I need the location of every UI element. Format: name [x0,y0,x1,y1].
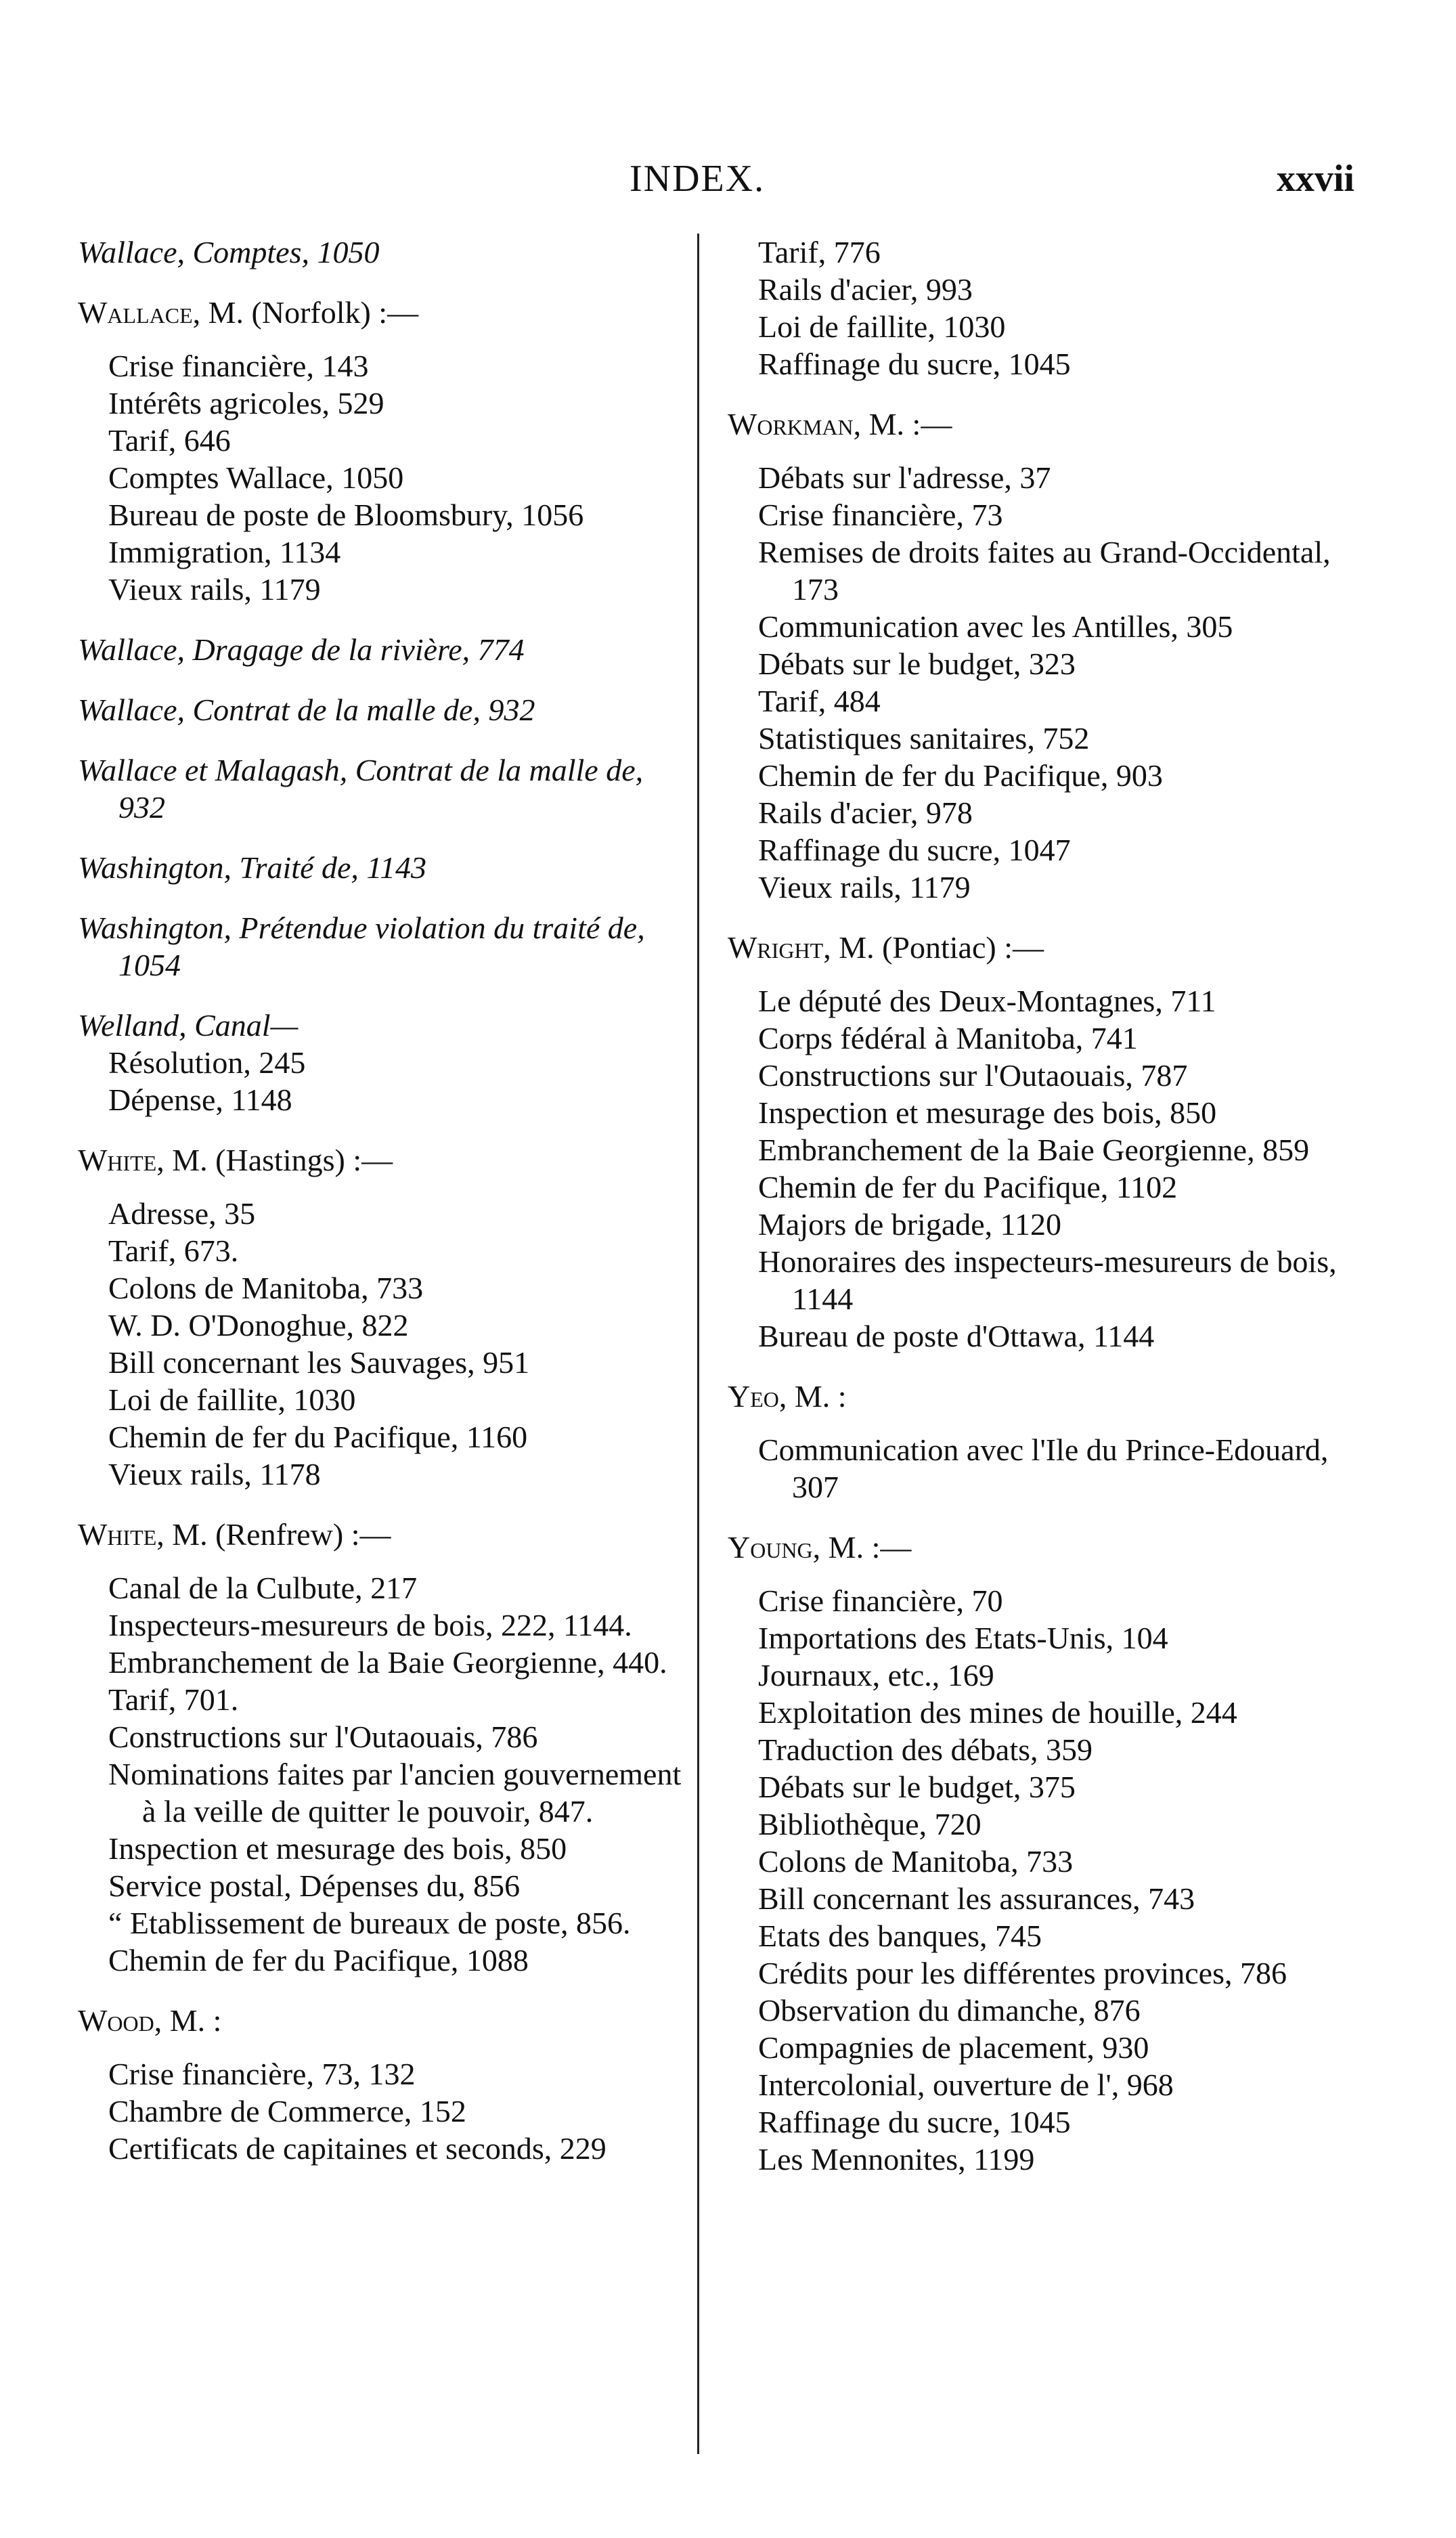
index-entry: Rails d'acier, 978 [758,795,973,830]
index-entry: Nominations faites par l'ancien gouvernement à la veille de quitter le pouvoir, 847. [108,1757,682,1829]
member-riding: , M. (Hastings) :— [156,1143,393,1177]
index-entry: Observation du dimanche, 876 [758,1993,1141,2028]
member-riding: , M. : [154,2003,222,2038]
index-block [721,1529,1344,2178]
index-block [721,406,1344,906]
index-entry: Inspecteurs-mesureurs de bois, 222, 1144. [108,1608,632,1642]
member-name: Wallace [78,295,193,330]
index-entry: Débats sur le budget, 323 [758,647,1076,681]
index-entry: Vieux rails, 1179 [758,870,971,904]
member-name: Wood [78,2003,154,2038]
index-entry: Vieux rails, 1179 [108,572,321,607]
index-entry: Tarif, 701. [108,1682,239,1717]
index-entry: Colons de Manitoba, 733 [758,1844,1074,1879]
member-name: Workman [728,407,854,441]
index-entry: Comptes Wallace, 1050 [108,460,404,495]
member-riding: , M. (Norfolk) :— [192,295,419,330]
index-entry: Bill concernant les Sauvages, 951 [108,1345,530,1380]
index-entry: Immigration, 1134 [108,535,341,569]
index-heading: Washington, Prétendue violation du traité de, 1054 [78,911,645,982]
index-entry: Constructions sur l'Outaouais, 786 [108,1720,538,1754]
index-block [71,1141,687,1493]
index-heading: Welland, Canal— [78,1008,299,1043]
index-entry: Débats sur l'adresse, 37 [758,460,1051,495]
member-riding: , M. :— [853,407,952,441]
index-block [71,2002,687,2167]
index-entry: Chemin de fer du Pacifique, 1102 [758,1170,1178,1204]
index-entry: Vieux rails, 1178 [108,1457,321,1491]
member-heading [721,1529,1344,1566]
spacer [71,331,687,347]
member-name: Young [728,1530,813,1565]
index-block [71,751,687,826]
left-column [71,234,687,2190]
index-entry: Colons de Manitoba, 733 [108,1271,424,1305]
index-block [721,234,1344,382]
index-entry: Bureau de poste de Bloomsbury, 1056 [108,498,584,532]
index-block [71,849,687,886]
index-heading: Wallace et Malagash, Contrat de la malle de, 932 [78,753,644,825]
index-entry: Intérêts agricoles, 529 [108,386,384,420]
index-entry: Remises de droits faites au Grand-Occidental, 173 [758,535,1331,607]
page-number: xxvii [1276,158,1354,200]
member-heading [71,294,687,331]
right-column [721,234,1344,2201]
index-entry: Communication avec les Antilles, 305 [758,609,1233,644]
index-entry: Majors de brigade, 1120 [758,1207,1061,1242]
index-block [71,1516,687,1979]
index-block [71,1007,687,1118]
index-entry: Crise financière, 73, 132 [108,2057,416,2091]
spacer [721,1415,1344,1431]
index-entry: Service postal, Dépenses du, 856 [108,1868,521,1903]
index-entry: Le député des Deux-Montagnes, 711 [758,984,1216,1018]
index-entry: Inspection et mesurage des bois, 850 [108,1831,567,1866]
member-name: White [78,1517,157,1552]
index-entry: Dépense, 1148 [108,1082,292,1117]
index-entry: Chambre de Commerce, 152 [108,2094,466,2128]
index-entry: Les Mennonites, 1199 [758,2142,1035,2176]
spacer [71,2039,687,2055]
index-entry: Constructions sur l'Outaouais, 787 [758,1058,1188,1093]
member-heading [721,1378,1344,1415]
index-entry: Intercolonial, ouverture de l', 968 [758,2067,1174,2102]
index-entry: Chemin de fer du Pacifique, 903 [758,758,1163,793]
member-riding: , M. (Renfrew) :— [156,1517,391,1552]
index-entry: Statistiques sanitaires, 752 [758,721,1090,756]
index-entry: Traduction des débats, 359 [758,1732,1093,1767]
index-entry: Raffinage du sucre, 1045 [758,2105,1071,2139]
index-entry: Crédits pour les différentes provinces, 786 [758,1956,1287,1990]
index-block [721,1378,1344,1506]
spacer [71,1179,687,1195]
index-block [71,909,687,984]
member-name: Wright [728,930,824,965]
index-entry: Raffinage du sucre, 1045 [758,347,1071,381]
index-block [721,929,1344,1355]
index-entry: Rails d'acier, 993 [758,272,973,307]
index-entry: Adresse, 35 [108,1196,256,1231]
index-entry: Tarif, 646 [108,423,231,458]
index-entry: Crise financière, 70 [758,1583,1003,1618]
index-entry: Raffinage du sucre, 1047 [758,833,1071,867]
spacer [721,966,1344,982]
index-entry: Exploitation des mines de houille, 244 [758,1695,1237,1730]
index-entry: Embranchement de la Baie Georgienne, 859 [758,1133,1310,1167]
index-entry: Crise financière, 73 [758,498,1003,532]
index-entry: Importations des Etats-Unis, 104 [758,1621,1168,1655]
index-heading: Wallace, Dragage de la rivière, 774 [78,632,525,667]
index-entry: Tarif, 776 [758,235,881,269]
index-block [71,234,687,271]
page-title: INDEX. [630,158,766,200]
index-entry: Communication avec l'Ile du Prince-Edouard, 307 [758,1432,1329,1504]
member-riding: , M. (Pontiac) :— [823,930,1044,965]
index-entry: Chemin de fer du Pacifique, 1088 [108,1943,529,1977]
member-heading [721,929,1344,966]
spacer [721,443,1344,459]
index-entry: Bill concernant les assurances, 743 [758,1881,1195,1916]
member-heading [71,1141,687,1179]
member-heading [721,406,1344,443]
index-entry: Bibliothèque, 720 [758,1807,981,1841]
member-heading [71,1516,687,1553]
index-entry: Chemin de fer du Pacifique, 1160 [108,1420,528,1454]
index-entry: Tarif, 484 [758,684,881,718]
index-entry: Crise financière, 143 [108,349,369,383]
index-entry: Inspection et mesurage des bois, 850 [758,1095,1217,1130]
index-entry: Certificats de capitaines et seconds, 229 [108,2131,606,2166]
index-entry: Journaux, etc., 169 [758,1658,994,1692]
index-entry: Compagnies de placement, 930 [758,2030,1149,2065]
member-name: White [78,1143,157,1177]
column-divider [697,234,699,2454]
index-entry: Bureau de poste d'Ottawa, 1144 [758,1319,1155,1353]
index-block [71,294,687,608]
member-riding: , M. :— [812,1530,912,1565]
index-block [71,691,687,728]
index-block [71,631,687,668]
index-entry: W. D. O'Donoghue, 822 [108,1308,409,1342]
index-entry: Résolution, 245 [108,1045,306,1080]
spacer [721,1566,1344,1582]
index-entry: Tarif, 673. [108,1233,239,1268]
index-heading: Wallace, Comptes, 1050 [78,235,380,269]
index-entry: Débats sur le budget, 375 [758,1770,1076,1804]
spacer [71,1553,687,1569]
index-entry: Corps fédéral à Manitoba, 741 [758,1021,1138,1055]
member-name: Yeo [728,1379,779,1414]
index-entry: Etats des banques, 745 [758,1919,1042,1953]
index-entry: Embranchement de la Baie Georgienne, 440. [108,1645,667,1680]
index-heading: Wallace, Contrat de la malle de, 932 [78,693,535,727]
index-heading: Washington, Traité de, 1143 [78,850,426,885]
member-riding: , M. : [778,1379,847,1414]
page-header [0,157,1456,211]
index-entry: Honoraires des inspecteurs-mesureurs de bois, 1144 [758,1244,1337,1316]
index-entry: Loi de faillite, 1030 [108,1382,356,1417]
index-entry: “ Etablissement de bureaux de poste, 856. [108,1906,631,1940]
index-entry: Canal de la Culbute, 217 [108,1571,418,1605]
member-heading [71,2002,687,2039]
index-entry: Loi de faillite, 1030 [758,309,1006,344]
